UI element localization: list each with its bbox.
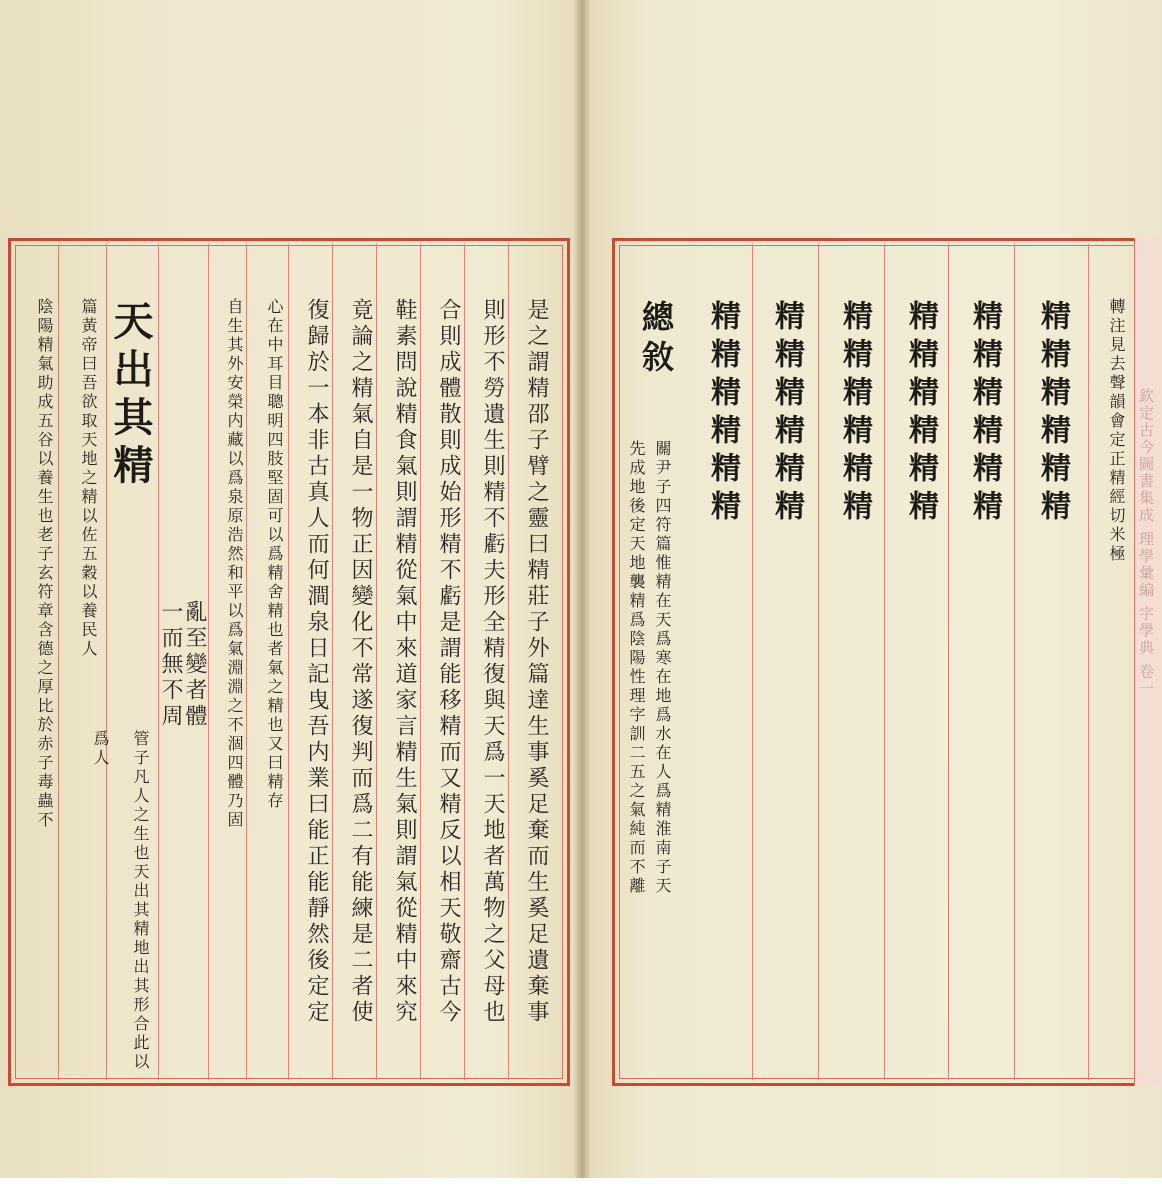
glyph-column: 精精精精精精 — [769, 300, 804, 528]
heading-tian-chu-qi-jing: 天出其精 — [107, 300, 154, 492]
text-column: 轉注見去聲韻會定正精經切米極 — [1107, 298, 1126, 564]
column-rule — [752, 244, 753, 1080]
text-column: 復歸於一本非古真人而何澗泉日記曳吾内業曰能正能靜然後定定 — [304, 298, 329, 1026]
glyph-column: 精精精精精精 — [837, 300, 872, 528]
column-rule — [1014, 244, 1015, 1080]
book-gutter — [574, 0, 590, 1178]
text-column: 篇黃帝曰吾欲取天地之精以佐五穀以養民人 — [79, 298, 98, 659]
column-rule — [818, 244, 819, 1080]
heading-zong-xu: 總敘 — [637, 300, 675, 380]
text-column: 自生其外安榮内藏以爲泉原浩然和平以爲氣淵淵之不涸四體乃固 — [225, 298, 244, 830]
glyph-column: 精精精精精精 — [1035, 300, 1070, 528]
glyph-column: 精精精精精精 — [967, 300, 1002, 528]
column-rule — [1088, 244, 1089, 1080]
text-column: 則形不勞遺生則精不虧夫形全精復與天爲一天地者萬物之父母也 — [480, 298, 505, 1026]
spine-title: 欽定古今圖書集成 理學彙編 字學典 卷一 — [1137, 388, 1155, 698]
right-page-frame — [612, 238, 1160, 1086]
column-rule — [948, 244, 949, 1080]
heading-note: 先成地後定天地襲精爲陰陽性理字訓二五之氣純而不離 — [627, 440, 646, 896]
heading-note: 管子凡人之生也天出其精地出其形合此以爲人 — [91, 730, 150, 1072]
text-column: 陰陽精氣助成五谷以養生也老子玄符章含德之厚比於赤子毒蟲不 — [35, 298, 54, 830]
text-column: 合則成體散則成始形精不虧是謂能移精而又精反以相天敬齋古今 — [436, 298, 461, 1026]
glyph-column: 精精精精精精 — [705, 300, 740, 528]
text-column: 鞋素問說精食氣則謂精從氣中來道家言精生氣則謂氣從精中來究 — [392, 298, 417, 1026]
heading-note: 關尹子四符篇惟精在天爲寒在地爲水在人爲精淮南子天 — [653, 440, 672, 896]
text-column: 竟論之精氣自是一物正因變化不常遂復判而爲二有能練是二者使 — [348, 298, 373, 1026]
text-column: 心在中耳目聰明四肢堅固可以爲精舍精也者氣之精也又曰精存 — [265, 298, 284, 811]
heading-tian-di-zhi-jing-hidden — [108, 1130, 150, 1170]
column-rule — [884, 244, 885, 1080]
page-spine — [1134, 238, 1161, 1086]
text-column: 一而無不周 — [158, 600, 183, 730]
text-column: 是之謂精邵子臂之靈曰精莊子外篇達生事奚足棄而生奚足遺棄事 — [524, 298, 549, 1026]
glyph-column: 精精精精精精 — [903, 300, 938, 528]
text-column: 亂至變者體 — [182, 600, 207, 730]
